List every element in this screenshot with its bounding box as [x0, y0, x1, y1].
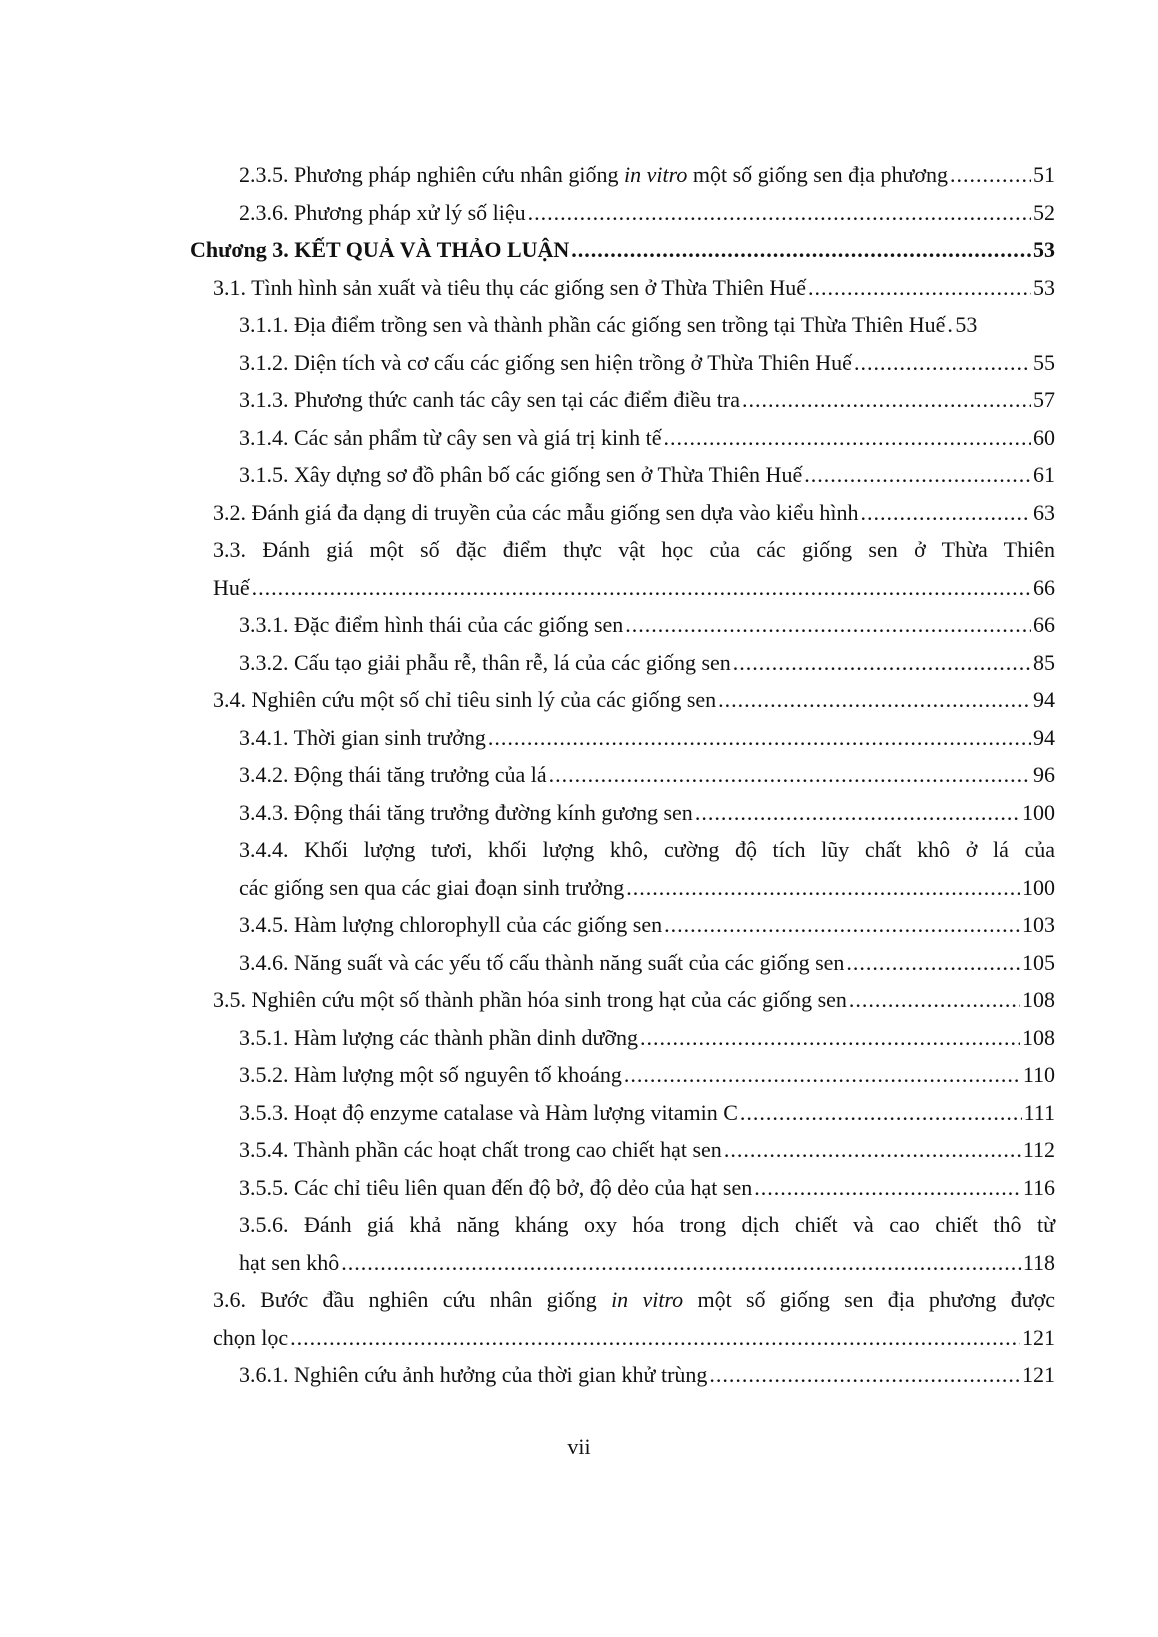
toc-entry[interactable]: [0, 831, 1055, 906]
toc-entry-page: 121: [1022, 1362, 1055, 1387]
toc-entry[interactable]: [0, 1281, 1055, 1356]
toc-entry-page: 51: [1033, 162, 1055, 187]
toc-entry-title-line2: hạt sen khô: [239, 1249, 340, 1275]
toc-entry-page: 60: [1033, 424, 1055, 450]
toc-entry-title: Chương 3. KẾT QUẢ VÀ THẢO LUẬN: [190, 237, 570, 262]
dot-leader: [718, 681, 1031, 719]
toc-entry-title: 3.5.5. Các chỉ tiêu liên quan đến độ bở, độ dẻo của hạt sen: [239, 1174, 753, 1200]
dot-leader: [571, 231, 1031, 269]
toc-entry-title: 3.5. Nghiên cứu một số thành phần hóa sinh trong hạt của các giống sen: [213, 987, 847, 1012]
dot-leader: [549, 756, 1031, 794]
toc-entry-page: 105: [1022, 949, 1055, 975]
dot-leader: [624, 1056, 1021, 1094]
toc-entry-title: 2.3.6. Phương pháp xử lý số liệu: [239, 199, 526, 225]
dot-leader: [626, 869, 1020, 907]
toc-entry-title: 3.3.2. Cấu tạo giải phẫu rễ, thân rễ, lá của các giống sen: [239, 649, 731, 675]
dot-leader: [854, 344, 1031, 382]
toc-entry[interactable]: [0, 906, 1055, 944]
toc-entry[interactable]: [0, 194, 1055, 232]
toc-entry-page: 63: [1033, 499, 1055, 525]
toc-entry-page: 94: [1033, 724, 1055, 750]
toc-entry-title: 3.5.3. Hoạt độ enzyme catalase và Hàm lượng vitamin C: [239, 1099, 738, 1125]
toc-entry-page: 103: [1022, 912, 1055, 937]
toc-entry-page: 52: [1033, 199, 1055, 225]
dot-leader: [341, 1244, 1021, 1282]
toc-entry-title: 3.1. Tình hình sản xuất và tiêu thụ các giống sen ở Thừa Thiên Huế: [213, 274, 807, 300]
toc-entry-page: 61: [1033, 462, 1055, 487]
toc-entry-title-line1: 3.6. Bước đầu nghiên cứu nhân giống in vitro một số giống sen địa phương được: [213, 1287, 1056, 1312]
toc-entry-title: 3.4.5. Hàm lượng chlorophyll của các giống sen: [239, 912, 663, 937]
toc-entry-page: 96: [1033, 762, 1055, 787]
toc-entry-page: 53: [955, 312, 978, 337]
dot-leader: [733, 644, 1031, 682]
toc-entry[interactable]: [0, 156, 1055, 194]
toc-entry[interactable]: [0, 456, 1055, 494]
toc-entry-page: 85: [1033, 649, 1055, 675]
toc-entry[interactable]: [0, 719, 1055, 757]
dot-leader: [860, 494, 1031, 532]
toc-entry-title: 3.1.1. Địa điểm trồng sen và thành phần các giống sen trồng tại Thừa Thiên Huế: [239, 312, 946, 337]
toc-entry-title: 3.1.4. Các sản phẩm từ cây sen và giá trị kinh tế: [239, 424, 662, 450]
dot-leader: [846, 944, 1020, 982]
toc-entry[interactable]: [0, 644, 1055, 682]
toc-entry[interactable]: [0, 269, 1055, 307]
toc-entry[interactable]: [0, 531, 1055, 606]
toc-entry[interactable]: [0, 419, 1055, 457]
dot-leader: [640, 1019, 1020, 1057]
toc-entry-page: 100: [1022, 874, 1055, 900]
toc-entry-page: 121: [1022, 1324, 1055, 1350]
dot-leader: [724, 1131, 1021, 1169]
toc-entry-title-line1: 3.3. Đánh giá một số đặc điểm thực vật học của các giống sen ở Thừa Thiên: [213, 537, 1055, 562]
dot-leader: [290, 1319, 1020, 1357]
toc-entry[interactable]: [0, 381, 1055, 419]
toc-entry[interactable]: [0, 1131, 1055, 1169]
toc-entry[interactable]: [0, 794, 1055, 832]
toc-entry-title: 3.4.2. Động thái tăng trưởng của lá: [239, 762, 547, 787]
dot-leader: [950, 156, 1031, 194]
dot-leader: [709, 1356, 1020, 1394]
toc-entry-page: 110: [1022, 1062, 1055, 1087]
toc-entry[interactable]: [0, 494, 1055, 532]
toc-entry[interactable]: [0, 1094, 1055, 1132]
toc-entry-page: 53: [1033, 237, 1055, 262]
dot-leader: [695, 794, 1020, 832]
toc-entry-title: 3.2. Đánh giá đa dạng di truyền của các mẫu giống sen dựa vào kiểu hình: [213, 499, 859, 525]
dot-leader: [625, 606, 1031, 644]
toc-entry-title: 3.1.5. Xây dựng sơ đồ phân bố các giống sen ở Thừa Thiên Huế: [239, 462, 803, 487]
toc-entry-page: 108: [1022, 1024, 1055, 1050]
dot-leader: [664, 906, 1020, 944]
toc-entry-title: 2.3.5. Phương pháp nghiên cứu nhân giống in vitro một số giống sen địa phương: [239, 162, 949, 187]
toc-entry-title: 3.4.6. Năng suất và các yếu tố cấu thành năng suất của các giống sen: [239, 949, 845, 975]
toc-entry[interactable]: [0, 981, 1055, 1019]
toc-entry-page: 94: [1033, 687, 1055, 712]
dot-leader: [804, 456, 1031, 494]
toc-entry-title: 3.4.1. Thời gian sinh trưởng: [239, 724, 486, 750]
dot-leader: [808, 269, 1031, 307]
dot-leader: [663, 419, 1031, 457]
toc-entry-page: 116: [1022, 1174, 1055, 1200]
dot-leader: [742, 381, 1031, 419]
dot-leader: [947, 306, 953, 344]
toc-entry-title-line1: 3.5.6. Đánh giá khả năng kháng oxy hóa trong dịch chiết và cao chiết thô từ: [239, 1212, 1055, 1237]
toc-entry[interactable]: [0, 606, 1055, 644]
toc-entry[interactable]: [0, 1169, 1055, 1207]
toc-entry-title: 3.4. Nghiên cứu một số chỉ tiêu sinh lý của các giống sen: [213, 687, 717, 712]
toc-entry-page: 108: [1022, 987, 1055, 1012]
toc-entry[interactable]: [0, 944, 1055, 982]
dot-leader: [740, 1094, 1022, 1132]
toc-entry[interactable]: [0, 681, 1055, 719]
toc-entry-title: 3.1.3. Phương thức canh tác cây sen tại các điểm điều tra: [239, 387, 740, 412]
toc-entry-page: 111: [1023, 1099, 1055, 1125]
dot-leader: [754, 1169, 1021, 1207]
dot-leader: [488, 719, 1031, 757]
toc-entry[interactable]: [0, 1056, 1055, 1094]
toc-entry-page: 55: [1033, 349, 1055, 375]
toc-entry-page: 112: [1022, 1137, 1055, 1162]
toc-entry[interactable]: [0, 306, 1055, 344]
page-number: vii: [567, 1434, 591, 1459]
toc-entry[interactable]: [0, 1019, 1055, 1057]
toc-entry-title: 3.5.1. Hàm lượng các thành phần dinh dưỡng: [239, 1024, 639, 1050]
table-of-contents: [0, 156, 1158, 1394]
toc-entry-title: 3.5.2. Hàm lượng một số nguyên tố khoáng: [239, 1062, 622, 1087]
dot-leader: [528, 194, 1031, 232]
toc-entry[interactable]: [0, 1206, 1055, 1281]
toc-entry[interactable]: [0, 344, 1055, 382]
toc-entry-page: 57: [1033, 387, 1055, 412]
toc-entry-title-line2: các giống sen qua các giai đoạn sinh trưởng: [239, 874, 625, 900]
toc-entry-page: 66: [1033, 574, 1055, 600]
toc-entry-title: 3.1.2. Diện tích và cơ cấu các giống sen hiện trồng ở Thừa Thiên Huế: [239, 349, 852, 375]
toc-entry-title: 3.3.1. Đặc điểm hình thái của các giống sen: [239, 612, 624, 637]
toc-entry-title: 3.4.3. Động thái tăng trưởng đường kính gương sen: [239, 799, 693, 825]
toc-entry-title: 3.6.1. Nghiên cứu ảnh hưởng của thời gian khử trùng: [239, 1362, 708, 1387]
toc-entry-title-line1: 3.4.4. Khối lượng tươi, khối lượng khô, cường độ tích lũy chất khô ở lá của: [239, 837, 1055, 862]
dot-leader: [252, 569, 1031, 607]
toc-entry-page: 53: [1033, 274, 1055, 300]
toc-entry[interactable]: [0, 756, 1055, 794]
toc-entry-page: 66: [1033, 612, 1055, 637]
toc-entry[interactable]: [0, 1356, 1055, 1394]
dot-leader: [849, 981, 1020, 1019]
toc-entry-page: 118: [1022, 1249, 1055, 1275]
toc-entry-page: 100: [1022, 799, 1055, 825]
toc-entry-title-line2: chọn lọc: [213, 1324, 289, 1350]
toc-entry-title: 3.5.4. Thành phần các hoạt chất trong cao chiết hạt sen: [239, 1137, 722, 1162]
toc-entry-title-line2: Huế: [213, 574, 250, 600]
toc-chapter-entry[interactable]: [0, 231, 1055, 269]
